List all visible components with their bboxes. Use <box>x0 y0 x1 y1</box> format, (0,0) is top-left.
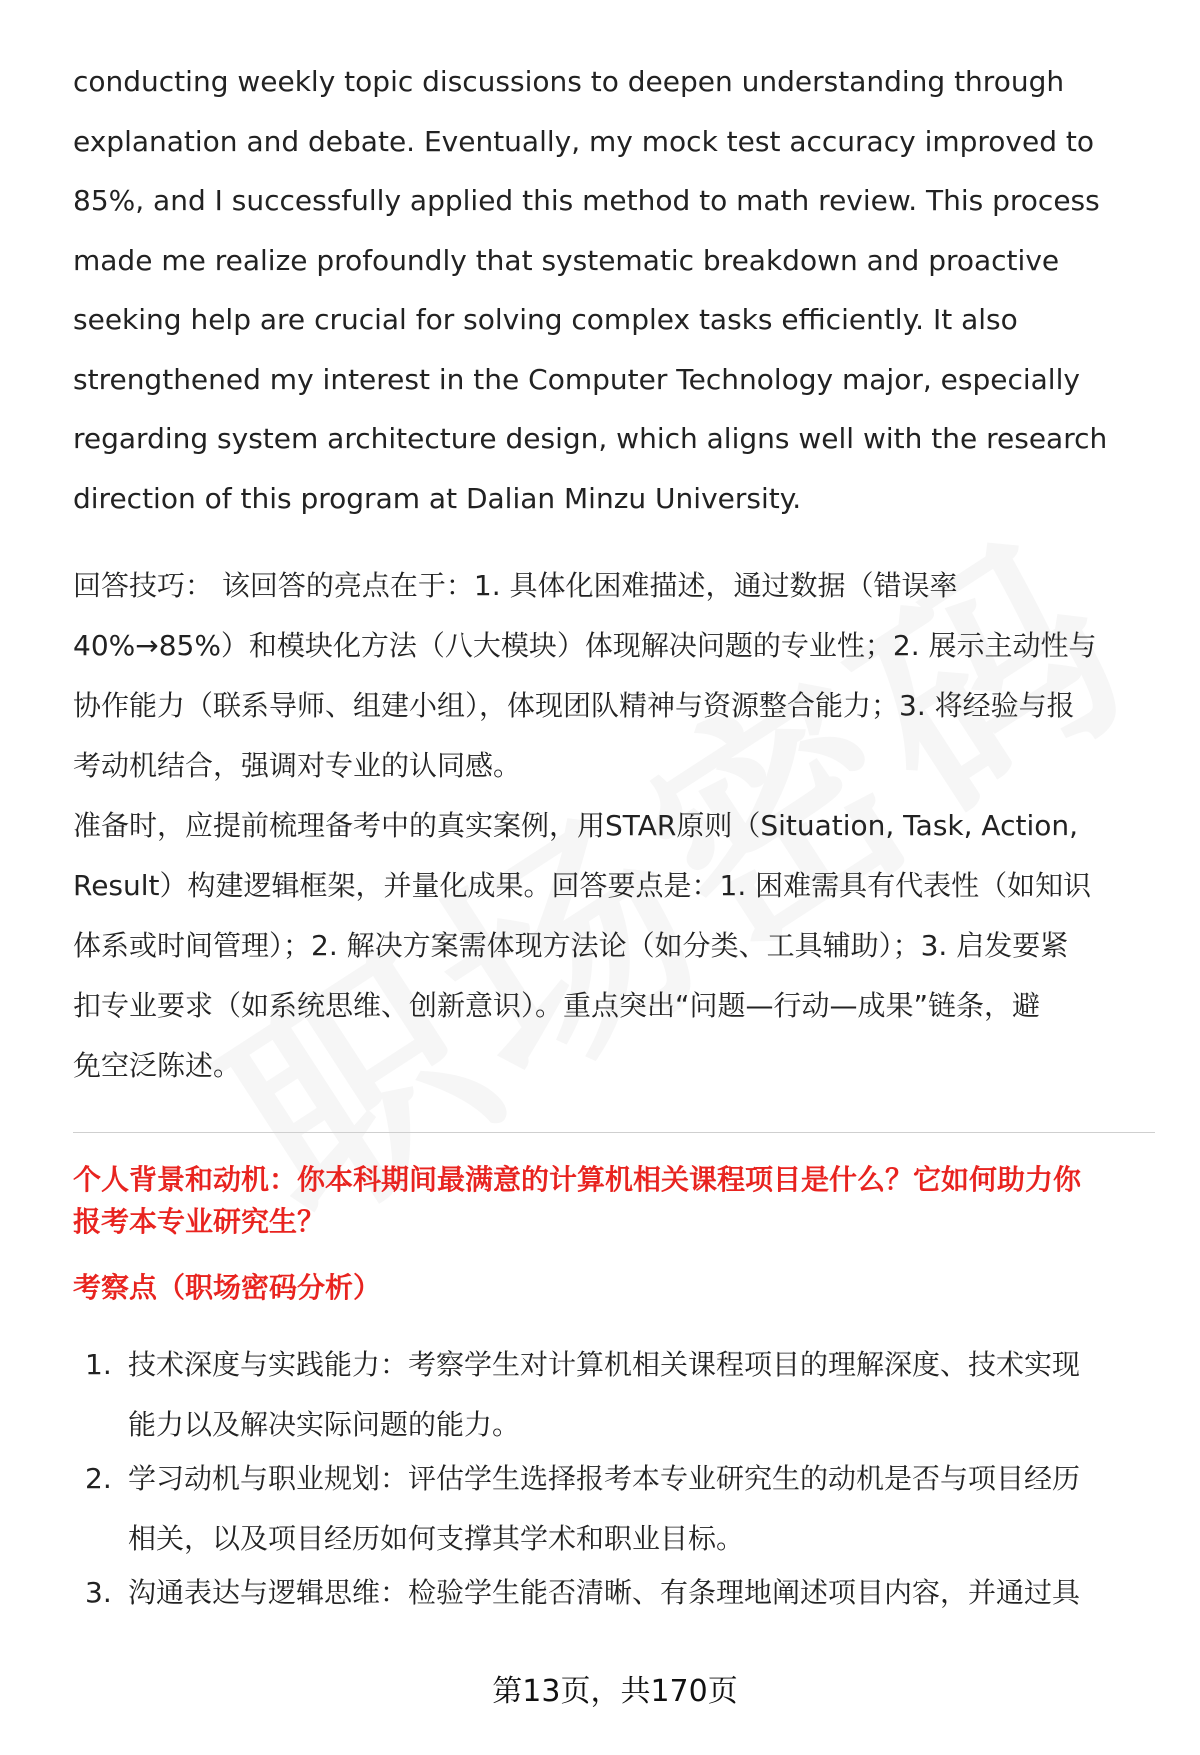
analysis-list <box>73 1335 1153 1623</box>
text-line: seeking help are crucial for solving complex tasks efficiently. It also <box>73 303 1018 336</box>
question-heading <box>73 1159 1153 1243</box>
question-line: 报考本专业研究生？ <box>73 1205 326 1238</box>
list-item-line: 能力以及解决实际问题的能力。 <box>128 1408 521 1441</box>
text-line: 体系或时间管理）；2. 解决方案需体现方法论（如分类、工具辅助）；3. 启发要紧 <box>73 929 1069 962</box>
text-line: 回答技巧： 该回答的亮点在于：1. 具体化困难描述，通过数据（错误率 <box>73 569 958 602</box>
list-item-number: 2. <box>85 1462 112 1495</box>
analysis-heading: 考察点（职场密码分析） <box>73 1271 382 1304</box>
text-line: made me realize profoundly that systematic breakdown and proactive <box>73 243 1060 277</box>
page-content <box>73 52 1153 1623</box>
list-item-line: 技术深度与实践能力：考察学生对计算机相关课程项目的理解深度、技术实现 <box>128 1348 1081 1381</box>
section-divider <box>73 1132 1155 1133</box>
english-answer-paragraph <box>73 52 1153 528</box>
list-item-number: 1. <box>85 1348 112 1381</box>
text-line: 协作能力（联系导师、组建小组），体现团队精神与资源整合能力；3. 将经验与报 <box>73 689 1075 722</box>
text-line: 免空泛陈述。 <box>73 1049 242 1082</box>
list-item <box>73 1449 1153 1569</box>
list-item <box>73 1563 1153 1623</box>
text-line: conducting weekly topic discussions to deepen understanding through <box>73 65 1065 98</box>
text-line: 85%, and I successfully applied this method to math review. This process <box>73 184 1100 217</box>
list-item-line: 相关，以及项目经历如何支撑其学术和职业目标。 <box>128 1522 745 1555</box>
answer-tips-paragraph <box>73 556 1153 1096</box>
text-line: explanation and debate. Eventually, my mock test accuracy improved to <box>73 124 1095 158</box>
text-line: Result）构建逻辑框架，并量化成果。回答要点是：1. 困难需具有代表性（如知识 <box>73 869 1092 902</box>
text-line: 准备时，应提前梳理备考中的真实案例，用STAR原则（Situation, Task, Action, <box>73 809 1079 842</box>
text-line: 40%→85%）和模块化方法（八大模块）体现解决问题的专业性；2. 展示主动性与 <box>73 629 1097 662</box>
text-line: regarding system architecture design, which aligns well with the research <box>73 422 1108 455</box>
list-item <box>73 1335 1153 1455</box>
page-number-footer: 第13页，共170页 <box>492 1674 738 1709</box>
list-item-line: 沟通表达与逻辑思维：检验学生能否清晰、有条理地阐述项目内容，并通过具 <box>128 1576 1081 1609</box>
text-line: direction of this program at Dalian Minzu University. <box>73 481 802 515</box>
list-item-number: 3. <box>85 1576 112 1609</box>
text-line: 扣专业要求（如系统思维、创新意识）。重点突出“问题—行动—成果”链条，避 <box>73 989 1041 1022</box>
text-line: 考动机结合，强调对专业的认同感。 <box>73 749 522 782</box>
list-item-line: 学习动机与职业规划：评估学生选择报考本专业研究生的动机是否与项目经历 <box>128 1462 1081 1495</box>
question-line: 个人背景和动机：你本科期间最满意的计算机相关课程项目是什么？它如何助力你 <box>73 1163 1082 1196</box>
text-line: strengthened my interest in the Computer Technology major, especially <box>73 362 1080 396</box>
